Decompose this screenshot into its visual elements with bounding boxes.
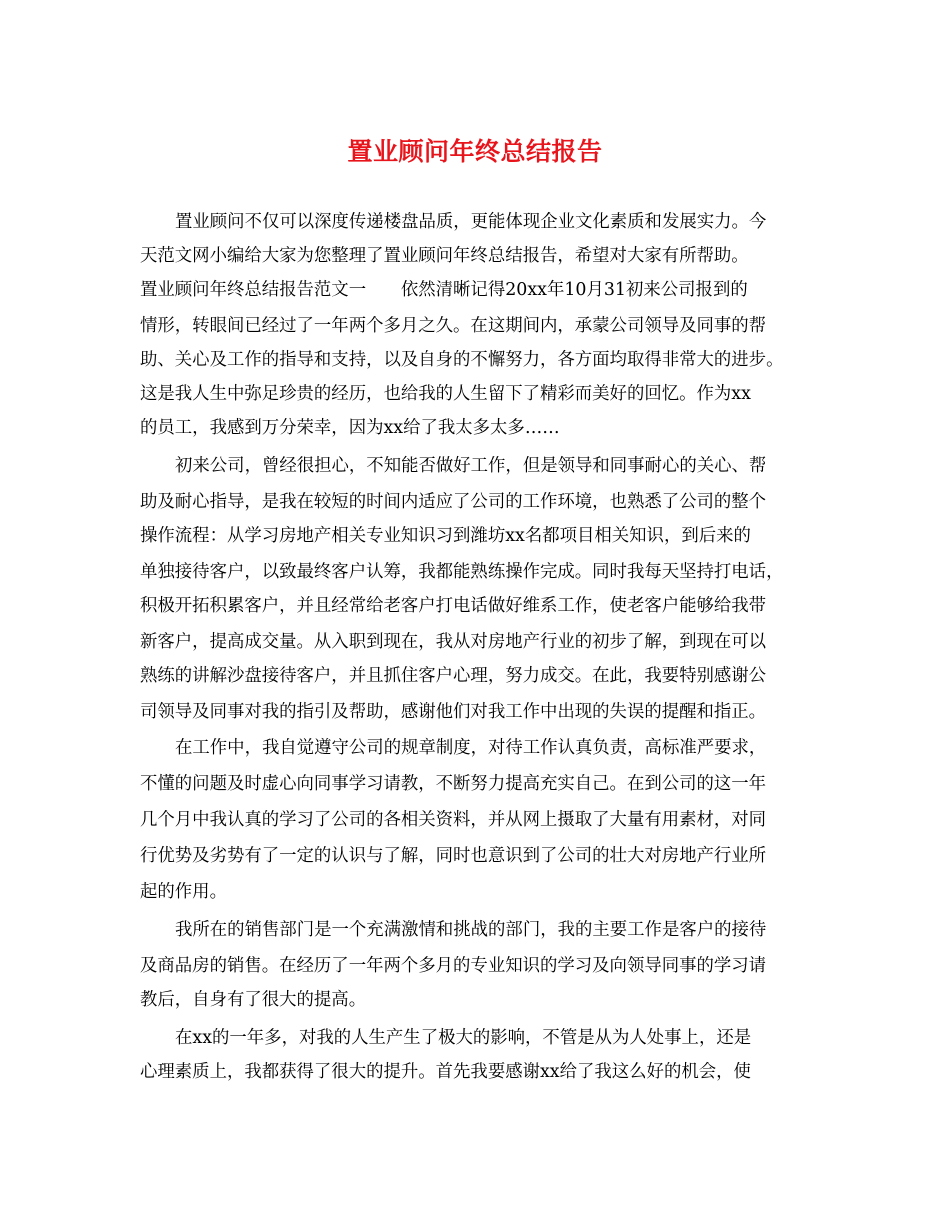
paragraph-line: 助及耐心指导，是我在较短的时间内适应了公司的工作环境，也熟悉了公司的整个 xyxy=(140,492,767,512)
paragraph-line: 操作流程：从学习房地产相关专业知识习到潍坊xx名都项目相关知识，到后来的 xyxy=(140,526,751,546)
paragraph-line: 单独接待客户，以致最终客户认筹，我都能熟练操作完成。同时我每天坚持打电话， xyxy=(140,562,784,582)
paragraph-line: 心理素质上，我都获得了很大的提升。首先我要感谢xx给了我这么好的机会，使 xyxy=(140,1062,751,1082)
document-title: 置业顾问年终总结报告 xyxy=(347,137,603,166)
paragraph-line: 行优势及劣势有了一定的认识与了解，同时也意识到了公司的壮大对房地产行业所 xyxy=(140,846,767,866)
paragraph-line: 积极开拓积累客户，并且经常给老客户打电话做好维系工作，使老客户能够给我带 xyxy=(140,596,767,616)
paragraph-line: 的员工，我感到万分荣幸，因为xx给了我太多太多…… xyxy=(140,418,560,438)
paragraph-line: 起的作用。 xyxy=(140,882,227,902)
paragraph-line: 不懂的问题及时虚心向同事学习请教，不断努力提高充实自己。在到公司的这一年 xyxy=(140,774,767,794)
paragraph-line: 我所在的销售部门是一个充满激情和挑战的部门，我的主要工作是客户的接待 xyxy=(175,920,767,940)
paragraph-line: 在工作中，我自觉遵守公司的规章制度，对待工作认真负责，高标准严要求， xyxy=(175,738,767,758)
paragraph-line: 初来公司，曾经很担心，不知能否做好工作，但是领导和同事耐心的关心、帮 xyxy=(175,456,767,476)
paragraph-line: 几个月中我认真的学习了公司的各相关资料，并从网上摄取了大量有用素材，对同 xyxy=(140,810,767,830)
paragraph-line: 司领导及同事对我的指引及帮助，感谢他们对我工作中出现的失误的提醒和指正。 xyxy=(140,702,767,722)
paragraph-line: 在xx的一年多，对我的人生产生了极大的影响，不管是从为人处事上，还是 xyxy=(175,1028,752,1048)
paragraph-line: 天范文网小编给大家为您整理了置业顾问年终总结报告，希望对大家有所帮助。 xyxy=(140,246,749,266)
paragraph-line: 熟练的讲解沙盘接待客户，并且抓住客户心理，努力成交。在此，我要特别感谢公 xyxy=(140,666,767,686)
paragraph-line: 这是我人生中弥足珍贵的经历，也给我的人生留下了精彩而美好的回忆。作为xx xyxy=(140,384,751,404)
paragraph-line: 置业顾问不仅可以深度传递楼盘品质，更能体现企业文化素质和发展实力。今 xyxy=(175,212,767,232)
paragraph-line: 助、关心及工作的指导和支持，以及自身的不懈努力，各方面均取得非常大的进步。 xyxy=(140,350,784,370)
paragraph-line: 及商品房的销售。在经历了一年两个多月的专业知识的学习及向领导同事的学习请 xyxy=(140,956,767,976)
paragraph-line: 置业顾问年终总结报告范文一 依然清晰记得20xx年10月31初来公司报到的 xyxy=(140,280,748,300)
paragraph-line: 情形，转眼间已经过了一年两个多月之久。在这期间内，承蒙公司领导及同事的帮 xyxy=(140,316,767,336)
paragraph-line: 新客户，提高成交量。从入职到现在，我从对房地产行业的初步了解，到现在可以 xyxy=(140,632,767,652)
paragraph-line: 教后，自身有了很大的提高。 xyxy=(140,990,367,1010)
